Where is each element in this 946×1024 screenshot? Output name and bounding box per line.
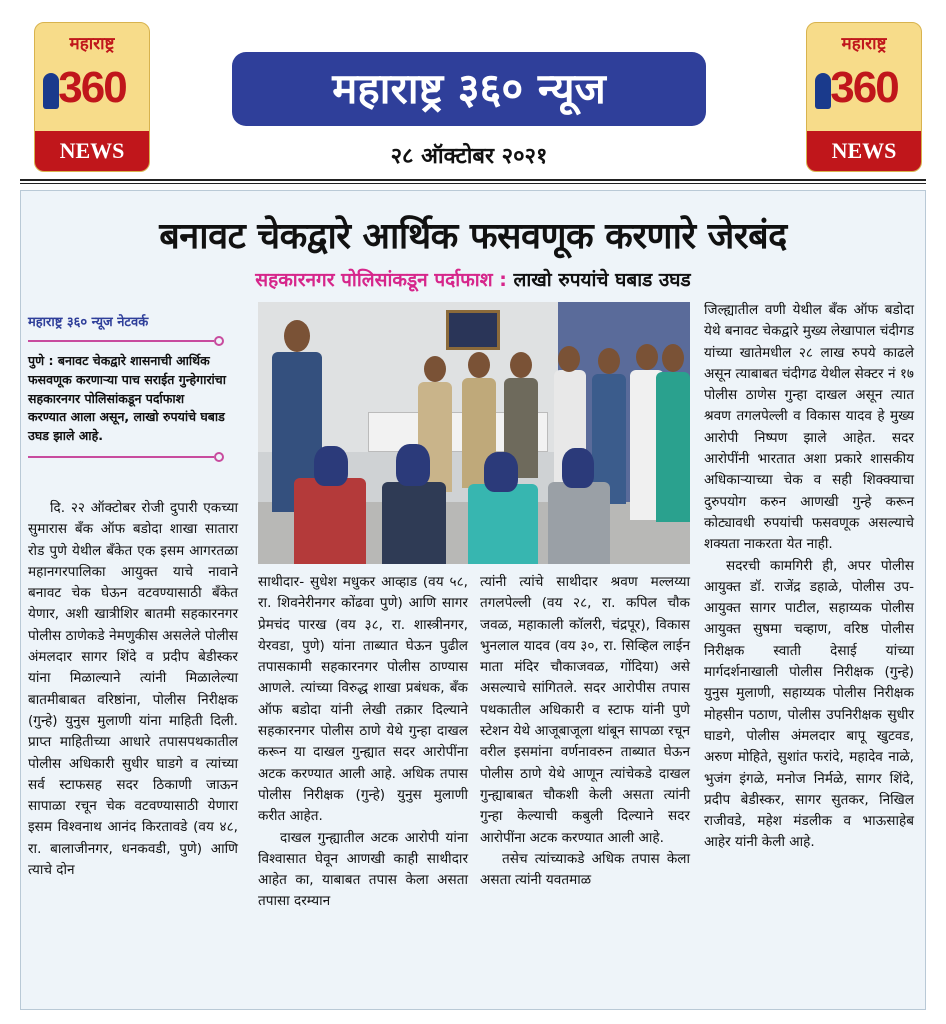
masthead [0, 0, 946, 182]
paragraph: जिल्ह्यातील वणी येथील बँक ऑफ बडोदा येथे बनावट चेकद्वारे मुख्य लेखापाल चंदीगड यांच्या खातेमधील २८ लाख रुपये काढले असून त्याबाबत चंदीगढ येथील सेक्टर नं १७ पोलीस ठाणेस गुन्हा दाखल असून त्यात श्रवण तगलपेल्ली व विकास यादव हे मुख्य आरोपी निष्पण झाले आहेत. सदर आरोपींनी भारतात अशा प्रकारे शासकीय अधिकाऱ्याच्या चेक व सही शिक्क्याचा दुरुपयोग करुन आणखी गुन्हे करून कोट्यावधी रुपयांची फसवणूक असल्याचे शक्यता नाकरता येत नाही. [704, 302, 914, 553]
article-headline: बनावट चेकद्वारे आर्थिक फसवणूक करणारे जेरबंद [159, 216, 787, 257]
article-summary: पुणे : बनावट चेकद्वारे शासनाची आर्थिक फसवणूक करणाऱ्या पाच सराईत गुन्हेगारांचा सहकारनगर पोलिसांकडून पर्दाफाश करण्यात आला असून, लाखो रुपयांचे घबाड उघड झाले आहे. [28, 353, 226, 443]
article-column-2 [258, 572, 468, 913]
paragraph: सदरची कामगिरी ही, अपर पोलीस आयुक्त डॉ. राजेंद्र डहाळे, पोलीस उप-आयुक्त सागर पाटील, सहाय्यक पोलीस आयुक्त सुषमा चव्हाण, वरिष्ठ पोलीस निरीक्षक स्वाती देसाई यांच्या मार्गदर्शनाखाली पोलीस निरीक्षक (गुन्हे) युनुस मुलाणी, सहाय्यक पोलीस निरीक्षक मोहसीन पठाण, पोलीस उपनिरीक्षक सुधीर घाडगे, पोलीस अंमलदार बापू खुटवड, अरुण मोहिते, सुशांत फरांदे, महादेव नाळे, भुजंग इंगळे, मनोज निर्मळे, सागर शिंदे, प्रदीप बेडीस्कर, सागर सुतकर, निखिल राजीवडे, महेश मंडलीक व भाऊसाहेब आहेर यांनी केली आहे. [704, 557, 914, 851]
network-label: महाराष्ट्र ३६० न्यूज नेटवर्क [28, 315, 149, 330]
masthead-divider [20, 179, 926, 181]
subhead-rest: लाखो रुपयांचे घबाड उघड [506, 269, 691, 291]
logo-top-text: महाराष्ट्र [69, 34, 115, 54]
paragraph: साथीदार- सुधेश मधुकर आव्हाड (वय ५८, रा. शिवनेरीनगर कोंढवा पुणे) आणि सागर प्रेमचंद पारख (वय ३८, रा. शास्त्रीनगर, येरवडा, पुणे) यांना ताब्यात घेऊन पुढील तपासकामी सहकारनगर पोलीस ठाण्यास आणले. त्यांच्या विरुद्ध शाखा प्रबंधक, बँक ऑफ बडोदा यांनी लेखी तक्रार दिल्याने सहकारनगर पोलीस ठाणे येथे गुन्हा दाखल करून या दाखल गुन्ह्यात सदर आरोपींना अटक करण्यात आली आहे. अधिक तपास पोलीस निरीक्षक (गुन्हे) युनुस मुलाणी करीत आहेत. [258, 574, 468, 825]
decorative-divider [28, 452, 226, 462]
paragraph: त्यांनी त्यांचे साथीदार श्रवण मल्लय्या तगलपेल्ली (वय २८, रा. कपिल चौक जवळ, महाकाली कॉलरी, चंद्रपूर), विकास भुनलाल यादव (वय ३०, रा. सिव्हिल लाईन माता मंदिर चौकाजवळ, गोंदिया) असे असल्याचे सांगितले. सदर आरोपीस तपास पथकातील अधिकारी व स्टाफ यांनी पुणे स्टेशन येथे आजूबाजूला थांबून सापळा रचून वरील इसमांना वर्णनावरुन ताब्यात घेऊन पोलीस ठाणे येथे आणून त्यांचेकडे दाखल गुन्ह्याबाबत चौकशी केली असता त्यांनी गुन्हा केल्याची कबुली दिल्याने सदर आरोपींना अटक करण्यात आली आहे. [480, 574, 690, 846]
article-column-1 [28, 498, 238, 881]
masthead-divider-thin [20, 183, 926, 184]
paragraph: तसेच त्यांच्याकडे अधिक तपास केला असता त्यांनी यवतमाळ [480, 850, 690, 889]
news-photo [258, 302, 690, 564]
decorative-divider [28, 336, 226, 346]
logo-right [806, 22, 922, 172]
logo-bottom-text: NEWS [35, 131, 149, 171]
police-emblem-icon [446, 310, 500, 350]
article-column-3 [480, 572, 690, 891]
logo-top-text: महाराष्ट्र [841, 34, 887, 54]
paragraph: दाखल गुन्ह्यातील अटक आरोपी यांना विश्वासात घेवून आणखी काही साथीदार आहेत का, याबाबत तपास केला असता तपासा दरम्यान [258, 829, 468, 910]
newspaper-title: महाराष्ट्र ३६० न्यूज [232, 52, 706, 126]
logo-number: 360 [58, 63, 126, 112]
issue-date: २८ ऑक्टोबर २०२१ [390, 144, 548, 169]
article-subhead [0, 266, 946, 292]
logo-number: 360 [830, 63, 898, 112]
article-column-4 [704, 300, 914, 854]
paragraph: दि. २२ ऑक्टोबर रोजी दुपारी एकच्या सुमारास बँक ऑफ बडोदा शाखा सातारा रोड पुणे येथील बँकेत एक इसम आगरतळा महानगरपालिका आयुक्त याचे नावाने बनावट चेक घेऊन वटवण्यासाठी बँकेत येणार, अशी खात्रीशिर बातमी सहकारनगर पोलीस ठाणेकडे नेमणुकीस असलेले पोलीस अंमलदार सागर शिंदे व प्रदीप बेडीस्कर यांना मिळाल्याने त्यांनी मिळालेल्या बातमीबाबत वरिष्ठांना, पोलीस निरीक्षक (गुन्हे) युनुस मुलाणी यांना माहिती दिली. प्राप्त माहितीच्या आधारे तपासपथकातील पोलीस अधिकारी सुधीर घाडगे व त्यांच्या सर्व स्टाफसह सदर ठिकाणी जाऊन सापाळा रचून चेक वटवण्यासाठी येणारा इसम विश्वनाथ आनंद किरतावडे (वय ४८, रा. बालाजीनगर, धनकवडी, पुणे) आणि त्याचे दोन [28, 500, 238, 879]
logo-left [34, 22, 150, 172]
network-box [28, 312, 226, 468]
subhead-accent: सहकारनगर पोलिसांकडून पर्दाफाश : [255, 269, 507, 291]
logo-bottom-text: NEWS [807, 131, 921, 171]
